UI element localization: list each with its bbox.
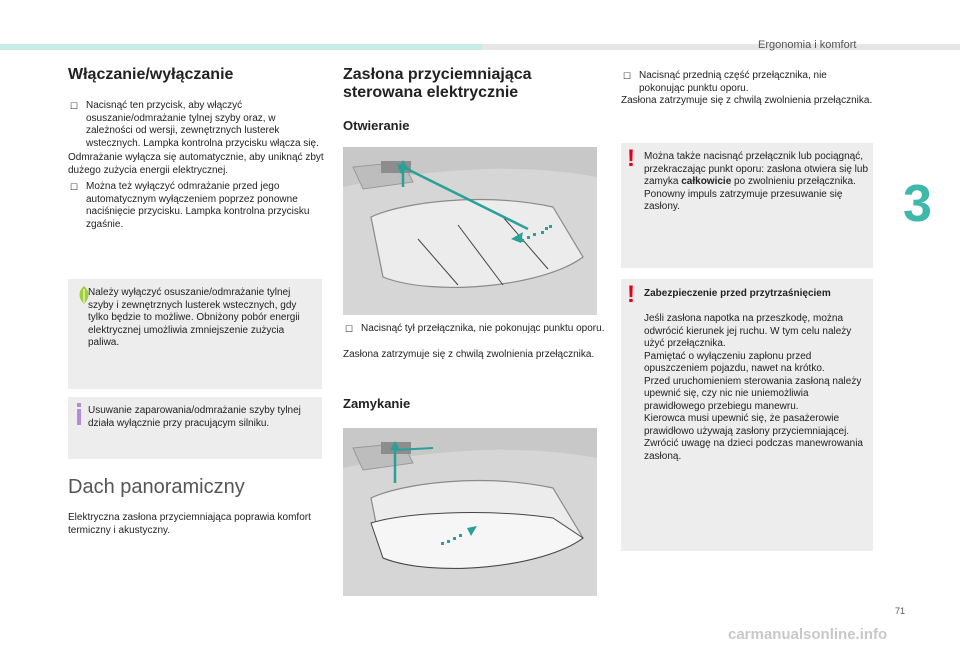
bullet-text: Można też wyłączyć odmrażanie przed jego automatycznym wyłączeniem poprzez ponowne naciśnięcie przycisku. Lampka kontrolna przycisku zgaśnie. xyxy=(86,181,310,230)
warning-full-travel xyxy=(621,143,873,268)
warning-anti-pinch-body: Jeśli zasłona napotka na przeszkodę, można odwrócić kierunek jej ruchu. W tym celu należy użyć przełącznika. Pamiętać o wyłączeniu zapłonu przed opuszczeniem pojazdu, nawet na krótko. Przed uruchomieniem sterowania zasłoną należy upewnić się, czy nic nie uniemożliwia prawidłowego przebiegu manewru. Kierowca musi upewnić się, że pasażerowie prawidłowo używają zasłony przyciemniającej. Zwrócić uwagę na dzieci podczas manewrowania zasłoną. xyxy=(644,313,863,462)
bullet-text: Nacisnąć ten przycisk, aby włączyć osuszanie/odmrażanie tylnej szyby oraz, w zależności od wersji, zewnętrznych lusterek wstecznych. Lampka kontrolna przycisku włącza się. xyxy=(86,100,319,149)
header-bar-accent xyxy=(0,44,482,50)
bullet-text: Nacisnąć tył przełącznika, nie pokonując punktu oporu. xyxy=(361,323,605,334)
bullet-defrost-off xyxy=(68,181,324,231)
note-info-text: Usuwanie zaparowania/odmrażanie szyby tylnej działa wyłącznie przy pracującym silniku. xyxy=(88,405,301,429)
exclamation-warning-icon: ! xyxy=(627,145,635,172)
warning-anti-pinch xyxy=(621,279,873,551)
checkbox-bullet-icon: ☐ xyxy=(70,101,79,111)
heading-defrost: Włączanie/wyłączanie xyxy=(68,66,234,83)
heading-sunblind-line1: Zasłona przyciemniająca xyxy=(343,66,532,83)
heading-sunblind-line2: sterowana elektrycznie xyxy=(343,84,519,101)
heading-opening: Otwieranie xyxy=(343,118,410,133)
figure-roof-opening xyxy=(343,147,597,315)
checkbox-bullet-icon: ☐ xyxy=(70,182,79,192)
warning-anti-pinch-title: Zabezpieczenie przed przytrzaśnięciem xyxy=(644,288,831,299)
paragraph-auto-off: Odmrażanie wyłącza się automatycznie, aby uniknąć zbyt dużego zużycia energii elektrycznej. xyxy=(68,152,324,176)
note-eco xyxy=(68,279,322,389)
page-number: 71 xyxy=(895,606,906,616)
note-eco-text: Należy wyłączyć osuszanie/odmrażanie tylnej szyby i zewnętrznych lusterek wstecznych, gdy tylko będzie to możliwe. Obniżony pobór energii elektrycznej umożliwia zmniejszenie zużycia paliwa. xyxy=(88,287,300,348)
paragraph-opening-stop: Zasłona zatrzymuje się z chwilą zwolnienia przełącznika. xyxy=(343,349,595,360)
paragraph-panoramic-roof: Elektryczna zasłona przyciemniająca poprawia komfort termiczny i akustyczny. xyxy=(68,512,311,536)
chapter-number: 3 xyxy=(903,175,932,233)
bullet-defrost-on xyxy=(68,100,324,150)
column-closing-warnings xyxy=(621,70,873,108)
column-sunblind xyxy=(343,66,599,133)
figure-roof-closing xyxy=(343,428,597,596)
bullet-text: Nacisnąć przednią część przełącznika, nie pokonując punktu oporu. xyxy=(639,70,827,94)
heading-panoramic-roof: Dach panoramiczny xyxy=(68,476,245,498)
checkbox-bullet-icon: ☐ xyxy=(623,71,632,81)
warning-full-travel-text: Można także nacisnąć przełącznik lub pociągnąć, przekraczając punkt oporu: zasłona otwiera się lub zamyka całkowicie po zwolnieniu przełącznika. Ponowny impuls zatrzymuje przesuwanie się zasłony. xyxy=(644,151,869,212)
note-info xyxy=(68,397,322,459)
paragraph-closing-stop: Zasłona zatrzymuje się z chwilą zwolnienia przełącznika. xyxy=(621,95,873,106)
header-bar xyxy=(482,44,960,50)
column-defrost xyxy=(68,66,324,231)
heading-closing: Zamykanie xyxy=(343,396,411,411)
checkbox-bullet-icon: ☐ xyxy=(345,324,354,334)
bullet-opening xyxy=(343,323,617,336)
watermark: carmanualsonline.info xyxy=(728,626,888,643)
info-icon xyxy=(77,403,81,425)
bullet-closing xyxy=(621,70,873,95)
section-title: Ergonomia i komfort xyxy=(758,39,857,51)
exclamation-warning-icon: ! xyxy=(627,281,635,308)
